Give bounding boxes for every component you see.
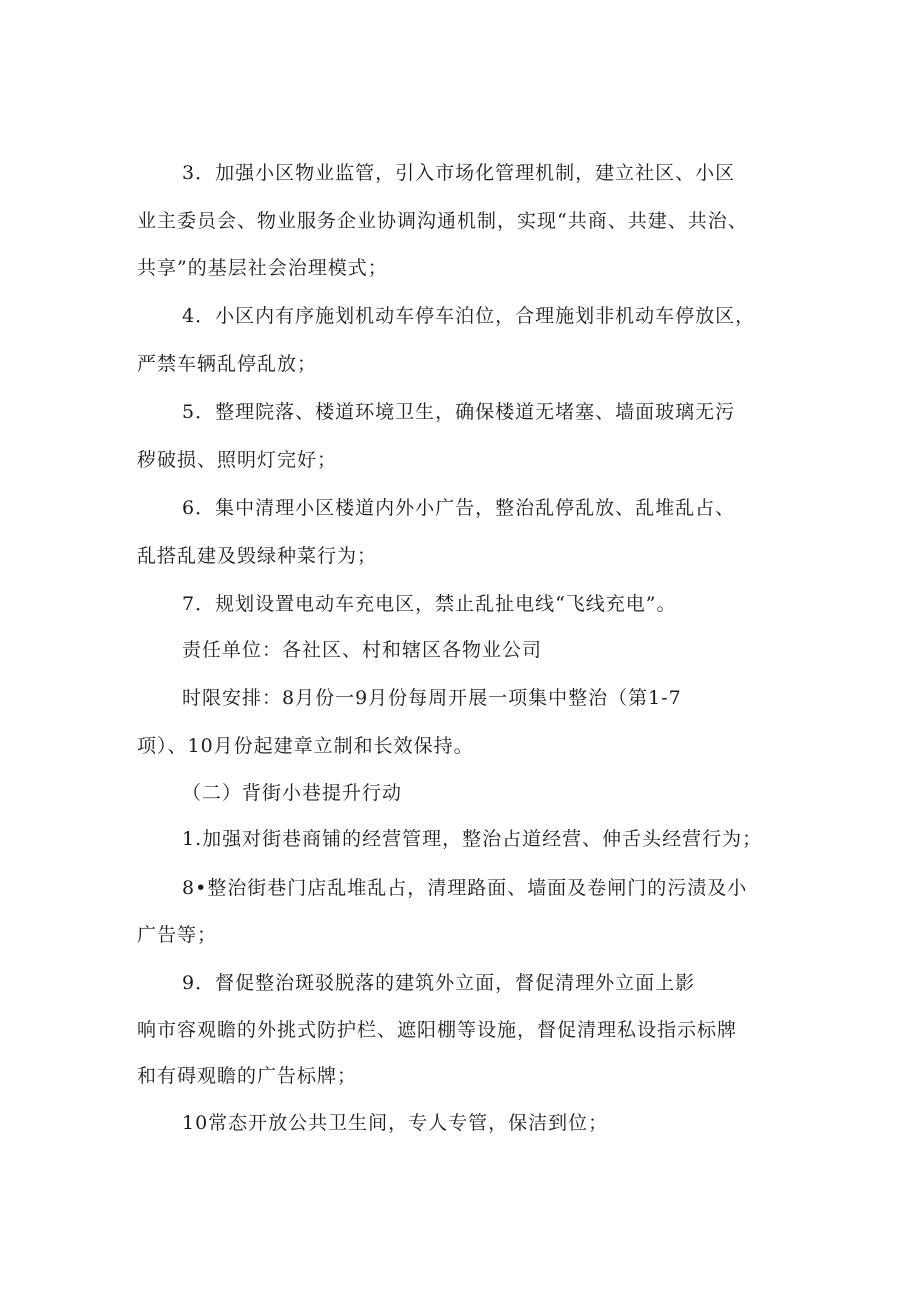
section-2-heading: （二）背街小巷提升行动 bbox=[182, 782, 403, 804]
item-6-line-1: 6．集中清理小区楼道内外小广告，整治乱停乱放、乱堆乱占、 bbox=[182, 497, 736, 519]
responsible-unit: 责任单位：各社区、村和辖区各物业公司 bbox=[182, 639, 543, 661]
time-schedule-line-1: 时限安排：8月份一9月份每周开展一项集中整治（第1-7 bbox=[182, 687, 682, 709]
time-schedule-line-2: 项）、10月份起建章立制和长效保持。 bbox=[137, 735, 474, 757]
item-7-line-1: 7．规划设置电动车充电区，禁止乱扯电线“飞线充电”。 bbox=[182, 593, 677, 615]
alley-item-1-line-1: 1.加强对街巷商铺的经营管理，整治占道经营、伸舌头经营行为； bbox=[182, 828, 763, 850]
item-3-line-1: 3．加强小区物业监管，引入市场化管理机制，建立社区、小区 bbox=[182, 162, 736, 184]
alley-item-8-line-1: 8•整治街巷门店乱堆乱占，清理路面、墙面及卷闸门的污渍及小 bbox=[182, 877, 748, 899]
item-5-line-2: 秽破损、照明灯完好； bbox=[137, 449, 338, 471]
alley-item-8-line-2: 广告等； bbox=[137, 924, 218, 946]
alley-item-9-line-2: 响市容观瞻的外挑式防护栏、遮阳棚等设施，督促清理私设指示标牌 bbox=[137, 1019, 738, 1041]
alley-item-9-line-1: 9．督促整治斑驳脱落的建筑外立面，督促清理外立面上影 bbox=[182, 972, 696, 994]
item-5-line-1: 5．整理院落、楼道环境卫生，确保楼道无堵塞、墙面玻璃无污 bbox=[182, 401, 736, 423]
item-3-line-3: 共享”的基层社会治理模式； bbox=[137, 257, 388, 279]
item-4-line-2: 严禁车辆乱停乱放； bbox=[137, 353, 318, 375]
item-6-line-2: 乱搭乱建及毁绿种菜行为； bbox=[137, 545, 378, 567]
alley-item-9-line-3: 和有碍观瞻的广告标牌； bbox=[137, 1065, 358, 1087]
alley-item-10-line-1: 10常态开放公共卫生间，专人专管，保洁到位； bbox=[182, 1112, 609, 1134]
item-4-line-1: 4．小区内有序施划机动车停车泊位，合理施划非机动车停放区， bbox=[182, 305, 756, 327]
item-3-line-2: 业主委员会、物业服务企业协调沟通机制，实现“共商、共建、共治、 bbox=[137, 210, 748, 232]
